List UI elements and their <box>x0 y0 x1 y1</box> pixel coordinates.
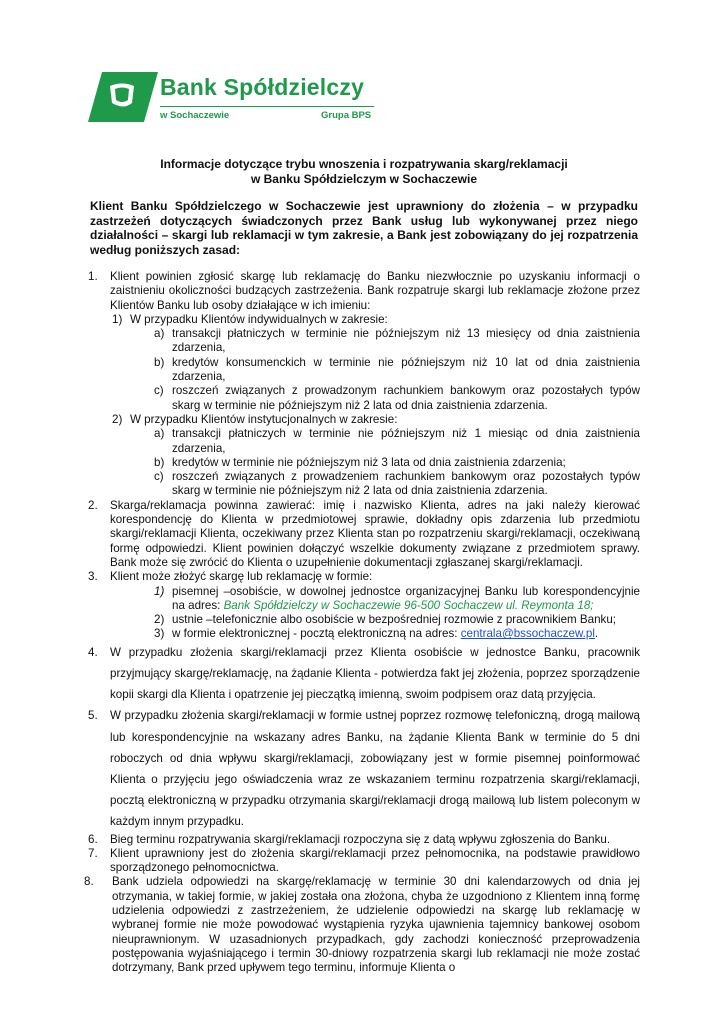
point-text: kredytów w terminie nie późniejszym niż 3 lata od dnia zaistnienia zdarzenia; <box>172 455 566 469</box>
list-item <box>88 642 640 706</box>
item-number: 2. <box>88 498 98 512</box>
bank-logo <box>88 72 378 128</box>
form-text-end: . <box>594 627 599 641</box>
point-letter: b) <box>154 355 165 369</box>
item-text: Klient powinien zgłosić skargę lub reklamację do Banku niezwłocznie po uzyskaniu informacji o zaistnieniu okoliczności budzących zastrzeżenia. Bank rozpatruje skargi lub reklamacje złożone przez Klientów Banku lub osoby działające w ich imieniu: <box>110 270 640 312</box>
list-item <box>88 270 640 499</box>
point-item <box>110 427 640 456</box>
sub-item-text: W przypadku Klientów indywidualnych w zakresie: <box>130 312 388 326</box>
item-text: W przypadku złożenia skargi/reklamacji przez Klienta osobiście w jednostce Banku, pracownik przyjmujący skargę/reklamację, na żądanie Klienta - potwierdza fakt jej złożenia, poprzez sporządzenie kopii skargi dla Klienta i opatrzenie jej pieczątką imienną, swoim podpisem oraz datą przyjęcia. <box>110 645 640 702</box>
form-option-written <box>110 585 640 614</box>
list-item <box>88 847 640 876</box>
rules-list <box>84 270 640 976</box>
bank-address: Bank Spółdzielczy w Sochaczewie 96-500 Sochaczew ul. Reymonta 18; <box>223 598 594 612</box>
bank-name: Bank Spółdzielczy <box>160 74 365 100</box>
list-item <box>88 499 640 570</box>
item-text: Bank udziela odpowiedzi na skargę/reklamację w terminie 30 dni kalendarzowych od dnia jej otrzymania, w takiej formie, w jakiej została ona złożona, chyba że uzgodniono z Klientem inną formę udzielenia odpowiedzi z zastrzeżeniem, że udzielenie odpowiedzi na skargę lub reklamację w wybranej formie nie może powodować wystąpienia ryzyka ujawnienia tajemnicy bankowej osobom nieuprawnionym. W uzasadnionych przypadkach, gdy zachodzi konieczność przeprowadzenia postępowania wyjaśniającego i termin 30-dniowy rozpatrzenia skargi lub reklamacji nie może zostać dotrzymany, Bank przed upływem tego terminu, informuje Klienta o <box>112 875 640 975</box>
list-item <box>88 705 640 832</box>
form-option-oral <box>110 613 640 627</box>
point-letter: b) <box>154 455 165 469</box>
sub-item-text: W przypadku Klientów instytucjonalnych w zakresie: <box>130 412 398 426</box>
list-item <box>88 570 640 641</box>
item-text: Skarga/reklamacja powinna zawierać: imię i nazwisko Klienta, adres na jaki należy kierować korespondencję do Klienta w przedmiotowej sprawie, dokładny opis zdarzenia lub przedmiotu skargi/reklamacji Klienta, oczekiwany przez Klienta stan po rozpatrzeniu skargi/reklamacji, oczekiwaną formę odpowiedzi. Klient powinien dołączyć wszelkie dokumenty związane z przedmiotem sprawy. Bank może się zwrócić do Klienta o uzupełnienie dokumentacji zgłaszanej skargi/reklamacji. <box>110 498 640 569</box>
form-text: pisemnej –osobiście, w dowolnej jednostce organizacyjnej Banku lub korespondencyjnie na adres: <box>172 584 640 612</box>
email-link[interactable]: centrala@bssochaczew.pl <box>460 627 595 641</box>
bank-location: w Sochaczewie <box>160 110 230 121</box>
item-text: Bieg terminu rozpatrywania skargi/reklamacji rozpoczyna się z datą wpływu zgłoszenia do Banku. <box>110 832 611 846</box>
point-item <box>110 356 640 385</box>
sub-item <box>110 313 640 327</box>
item-text: Klient może złożyć skargę lub reklamację w formie: <box>110 570 373 584</box>
point-text: transakcji płatniczych w terminie nie późniejszym niż 1 miesiąc od dnia zaistnienia zdarzenia, <box>172 427 640 455</box>
intro-paragraph: Klient Banku Spółdzielczego w Sochaczewie jest uprawniony do złożenia – w przypadku zastrzeżeń dotyczących świadczonych przez Bank usług lub wykonywanej przez niego działalności – skargi lub reklamacji w tym zakresie, a Bank jest zobowiązany do jej rozpatrzenia według poniższych zasad: <box>90 199 638 257</box>
sub-item-number: 2) <box>112 412 123 426</box>
form-text: ustnie –telefonicznie albo osobiście w bezpośredniej rozmowie z pracownikiem Banku; <box>172 613 617 627</box>
item-number: 1. <box>88 270 98 283</box>
point-text: roszczeń związanych z prowadzeniem rachunkiem bankowym oraz pozostałych typów skarg w terminie nie późniejszym niż 2 lata od dnia zaistnienia zdarzenia. <box>172 470 640 498</box>
form-number: 2) <box>154 613 165 627</box>
sub-item-number: 1) <box>112 312 123 326</box>
point-item <box>110 456 640 470</box>
document-title <box>90 157 638 187</box>
form-number: 3) <box>154 627 165 641</box>
point-letter: a) <box>154 327 165 341</box>
point-item <box>110 327 640 356</box>
form-text: w formie elektronicznej - pocztą elektroniczną na adres: <box>172 627 458 641</box>
item-number: 7. <box>88 846 98 860</box>
point-letter: c) <box>154 384 164 398</box>
point-text: roszczeń związanych z prowadzonym rachunkiem bankowym oraz pozostałych typów skarg w terminie nie późniejszym niż 2 lata od dnia zaistnienia zdarzenia. <box>172 384 640 412</box>
bank-emblem-icon <box>88 72 158 122</box>
point-letter: a) <box>154 427 165 441</box>
sub-item <box>110 413 640 427</box>
title-line-1: Informacje dotyczące trybu wnoszenia i rozpatrywania skarg/reklamacji <box>160 157 568 171</box>
item-number: 3. <box>88 570 98 584</box>
item-text: Klient uprawniony jest do złożenia skargi/reklamacji przez pełnomocnika, na podstawie prawidłowo sporządzonego pełnomocnictwa. <box>110 846 640 875</box>
point-text: kredytów konsumenckich w terminie nie późniejszym niż 10 lat od dnia zaistnienia zdarzenia, <box>172 355 640 384</box>
point-item <box>110 384 640 413</box>
logo-divider <box>160 106 374 107</box>
form-option-electronic <box>110 627 640 641</box>
item-number: 8. <box>84 875 94 889</box>
form-number: 1) <box>154 584 165 598</box>
point-text: transakcji płatniczych w terminie nie późniejszym niż 13 miesięcy od dnia zaistnienia zdarzenia, <box>172 327 640 355</box>
point-item <box>110 470 640 499</box>
item-number: 5. <box>88 709 98 723</box>
list-item <box>84 875 640 975</box>
point-letter: c) <box>154 470 164 484</box>
bank-group: Grupa BPS <box>321 110 372 121</box>
item-number: 6. <box>88 832 98 846</box>
item-number: 4. <box>88 645 98 659</box>
item-text: W przypadku złożenia skargi/reklamacji w formie ustnej poprzez rozmowę telefoniczną, drogą mailową lub korespondencyjnie na wskazany adres Banku, na żądanie Klienta Bank w terminie do 5 dni roboczych od dnia wpływu skargi/reklamacji, zobowiązany jest w formie pisemnej poinformować Klienta o przyjęciu jego oświadczenia wraz ze wskazaniem terminu rozpatrzenia skargi/reklamacji, pocztą elektroniczną w przypadku otrzymania skargi/reklamacji drogą mailową lub listem poleconym w każdym innym przypadku. <box>110 709 640 829</box>
title-line-2: w Banku Spółdzielczym w Sochaczewie <box>250 172 478 186</box>
list-item <box>88 833 640 847</box>
